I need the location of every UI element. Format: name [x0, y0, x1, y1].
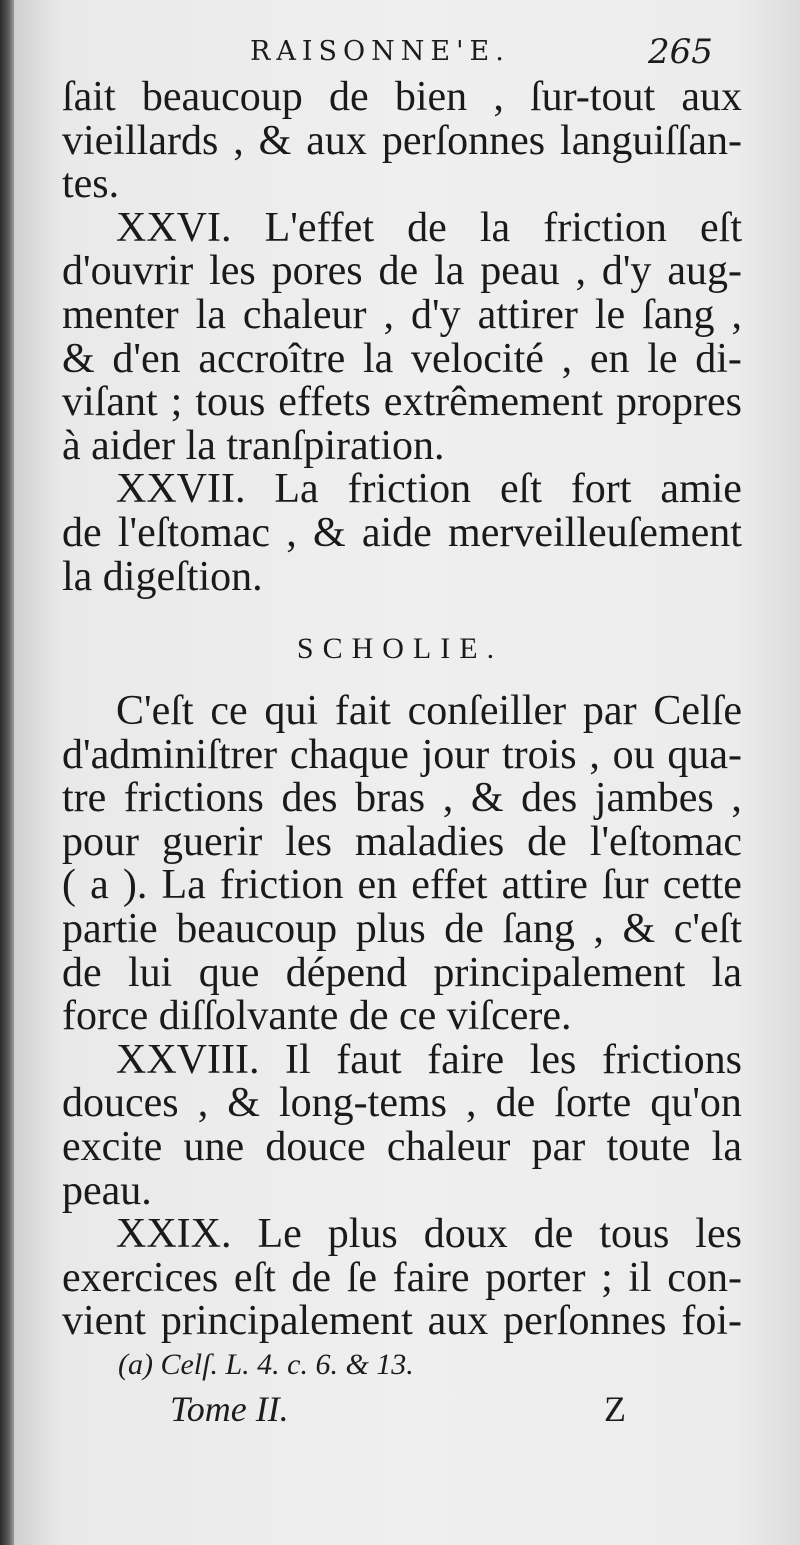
- word: porter: [485, 1256, 586, 1301]
- word: ,: [383, 293, 395, 338]
- word: trois: [501, 733, 577, 778]
- word: friction: [347, 468, 472, 512]
- text-line: [62, 821, 742, 865]
- word: chaleur: [386, 1125, 511, 1170]
- text-line: [62, 250, 742, 294]
- text-line: [62, 734, 742, 778]
- word: des: [521, 777, 578, 821]
- word: ,: [589, 733, 600, 778]
- word: jambes: [594, 777, 714, 821]
- word: de: [444, 907, 484, 952]
- text-line: à aider la tranſpiration.: [62, 424, 445, 469]
- word: par: [531, 1125, 586, 1170]
- word: la: [434, 250, 465, 294]
- word: fort: [570, 468, 632, 512]
- word: effet: [411, 864, 488, 908]
- text-line: tes.: [62, 163, 120, 207]
- word: ).: [122, 864, 148, 908]
- word: conſeiller: [407, 690, 567, 734]
- word: ;: [170, 381, 183, 425]
- word: ſe: [346, 1256, 377, 1301]
- word: c'eſt: [673, 907, 742, 952]
- word: ,: [233, 119, 244, 164]
- page-header: [0, 32, 800, 76]
- word: &: [258, 119, 292, 164]
- word: ;: [601, 1256, 613, 1301]
- page-number: 265: [648, 32, 713, 72]
- text-line: [62, 468, 742, 512]
- section-heading-scholie: SCHOLIE.: [296, 632, 504, 665]
- text-line: [62, 76, 742, 120]
- word: tre: [62, 777, 107, 821]
- word: ,: [197, 1082, 209, 1126]
- text-line: peau.: [62, 1169, 152, 1214]
- word: les: [695, 1213, 742, 1257]
- word: d'y: [601, 250, 652, 294]
- word: aux: [427, 1300, 489, 1344]
- word: d'y: [411, 293, 461, 338]
- word: ſang: [642, 293, 715, 338]
- word: principalement: [160, 1300, 413, 1344]
- running-head: RAISONNE'E.: [250, 36, 510, 67]
- word: il: [628, 1256, 652, 1301]
- word: ,: [575, 250, 586, 294]
- word: faut: [336, 1038, 402, 1083]
- word: ,: [493, 76, 504, 120]
- word: eſt: [700, 206, 742, 251]
- word: viſant: [62, 381, 158, 425]
- word: ſait: [62, 76, 116, 120]
- word: toute: [606, 1125, 691, 1170]
- word: d'adminiſtrer: [62, 733, 278, 778]
- word: XXVIII.: [116, 1038, 260, 1083]
- word: fait: [334, 690, 391, 734]
- word: XXVII.: [116, 468, 246, 512]
- word: en: [589, 337, 630, 382]
- word: les: [209, 250, 256, 294]
- word: chaque: [289, 733, 409, 778]
- word: de: [291, 1256, 332, 1301]
- word: foi-: [681, 1300, 742, 1344]
- word: vient: [62, 1300, 146, 1344]
- word: plus: [327, 1213, 398, 1257]
- word: plus: [355, 907, 426, 952]
- word: la: [362, 337, 394, 382]
- text-line: force diſſolvante de ce viſcere.: [62, 995, 572, 1039]
- word: velocité: [410, 337, 544, 382]
- word: qu'on: [650, 1082, 742, 1126]
- word: de: [495, 1082, 536, 1126]
- word: extrêmement: [383, 381, 604, 425]
- text-line: [62, 338, 742, 382]
- page-edge-shadow: [0, 0, 14, 1545]
- word: la: [195, 293, 226, 338]
- word: la: [711, 1125, 742, 1170]
- word: douce: [265, 1125, 366, 1170]
- word: ſang: [502, 907, 575, 952]
- word: chaleur: [242, 293, 367, 338]
- word: exercices: [62, 1256, 219, 1301]
- body-text-bottom: [62, 690, 742, 1344]
- word: propres: [616, 381, 742, 425]
- word: ſur-tout: [530, 76, 656, 120]
- word: aug-: [667, 250, 742, 294]
- text-line: [62, 294, 742, 338]
- word: partie: [62, 907, 158, 952]
- word: que: [198, 951, 260, 996]
- word: C'eſt: [116, 690, 194, 734]
- word: Il: [285, 1038, 311, 1083]
- word: languiſſan-: [560, 119, 742, 164]
- text-line: [62, 777, 742, 821]
- body-text-top: [62, 76, 742, 599]
- word: lui: [128, 951, 173, 996]
- word: d'ouvrir: [62, 250, 194, 294]
- word: vieillards: [62, 119, 219, 164]
- word: frictions: [123, 777, 264, 821]
- word: accroître: [198, 337, 346, 382]
- word: XXVI.: [116, 206, 232, 251]
- word: principalement: [433, 951, 686, 996]
- word: en: [357, 864, 398, 908]
- word: maladies: [354, 820, 505, 865]
- word: ,: [286, 511, 297, 556]
- word: eſt: [499, 468, 542, 512]
- word: par: [582, 690, 637, 734]
- word: ,: [731, 777, 742, 821]
- text-line: [62, 512, 742, 556]
- word: long-tems: [279, 1082, 447, 1126]
- word: le: [647, 337, 678, 382]
- word: le: [594, 293, 626, 338]
- word: frictions: [601, 1038, 742, 1083]
- word: doux: [423, 1213, 508, 1257]
- text-line: [62, 1082, 742, 1126]
- word: bras: [355, 777, 426, 821]
- word: di-: [695, 337, 742, 382]
- word: beaucoup: [176, 907, 338, 952]
- word: ,: [593, 907, 604, 952]
- word: de: [378, 250, 419, 294]
- text-line: [62, 864, 742, 908]
- text-line: [62, 908, 742, 952]
- word: la: [711, 951, 742, 996]
- word: &: [227, 1082, 260, 1126]
- word: qua-: [667, 733, 742, 778]
- word: amie: [660, 468, 742, 512]
- word: attire: [501, 864, 588, 908]
- word: les: [285, 820, 332, 865]
- word: faire: [392, 1256, 470, 1301]
- text-line: [62, 120, 742, 164]
- word: tous: [195, 381, 266, 425]
- footer-signature-mark: Z: [604, 1389, 626, 1429]
- word: excite: [62, 1125, 163, 1170]
- text-line: [62, 1126, 742, 1170]
- word: a: [90, 864, 109, 908]
- word: de: [62, 951, 102, 996]
- word: perſonnes: [381, 119, 546, 164]
- word: d'en: [112, 337, 181, 382]
- word: jour: [421, 733, 490, 778]
- word: aide: [361, 511, 432, 556]
- word: friction: [219, 864, 344, 908]
- text-line: [62, 381, 742, 425]
- word: eſt: [233, 1256, 276, 1301]
- word: faire: [427, 1038, 505, 1083]
- word: Le: [257, 1213, 302, 1257]
- word: ,: [731, 293, 742, 338]
- word: tous: [599, 1213, 670, 1257]
- word: La: [274, 468, 319, 512]
- word: Celſe: [653, 690, 742, 734]
- word: dépend: [285, 951, 408, 996]
- word: con-: [667, 1256, 742, 1301]
- footnote: (a) Celſ. L. 4. c. 6. & 13.: [118, 1348, 414, 1381]
- word: ſur: [601, 864, 649, 908]
- word: ,: [561, 337, 573, 382]
- word: ſorte: [554, 1082, 632, 1126]
- word: friction: [543, 206, 667, 251]
- word: ce: [210, 690, 248, 734]
- word: les: [529, 1038, 577, 1083]
- word: attirer: [477, 293, 578, 338]
- text-line: [62, 1257, 742, 1301]
- word: perſonnes: [503, 1300, 667, 1344]
- word: menter: [62, 293, 179, 338]
- word: (: [62, 864, 76, 908]
- word: cette: [662, 864, 742, 908]
- word: qui: [264, 690, 319, 734]
- word: &: [622, 907, 656, 952]
- word: aux: [306, 119, 367, 164]
- word: aux: [681, 76, 742, 120]
- word: &: [312, 511, 346, 556]
- word: bien: [394, 76, 468, 120]
- text-line: [62, 690, 742, 734]
- word: pores: [271, 250, 363, 294]
- word: de: [62, 511, 102, 556]
- word: de: [407, 206, 447, 251]
- text-line: la digeſtion.: [62, 555, 263, 600]
- word: XXIX.: [116, 1213, 232, 1257]
- word: de: [527, 820, 567, 865]
- word: guerir: [161, 820, 263, 865]
- word: L'effet: [264, 206, 374, 251]
- word: peau: [480, 250, 560, 294]
- word: l'eſtomac: [589, 820, 742, 865]
- word: ou: [612, 733, 655, 778]
- word: &: [470, 777, 504, 821]
- word: beaucoup: [141, 76, 303, 120]
- text-line: [62, 1300, 742, 1344]
- word: La: [161, 864, 206, 908]
- word: des: [281, 777, 338, 821]
- word: pour: [62, 820, 139, 865]
- word: effets: [278, 381, 371, 425]
- word: douces: [62, 1082, 179, 1126]
- word: une: [183, 1125, 245, 1170]
- text-line: [62, 952, 742, 996]
- word: ,: [466, 1082, 477, 1126]
- text-line: [62, 1213, 742, 1257]
- word: merveilleuſement: [448, 511, 742, 556]
- word: la: [479, 206, 511, 251]
- word: de: [533, 1213, 574, 1257]
- word: ,: [442, 777, 454, 821]
- footer-volume-label: Tome II.: [170, 1389, 289, 1429]
- word: l'eſtomac: [117, 511, 271, 556]
- word: de: [328, 76, 369, 120]
- word: &: [62, 337, 95, 382]
- text-line: [62, 207, 742, 251]
- text-line: [62, 1039, 742, 1083]
